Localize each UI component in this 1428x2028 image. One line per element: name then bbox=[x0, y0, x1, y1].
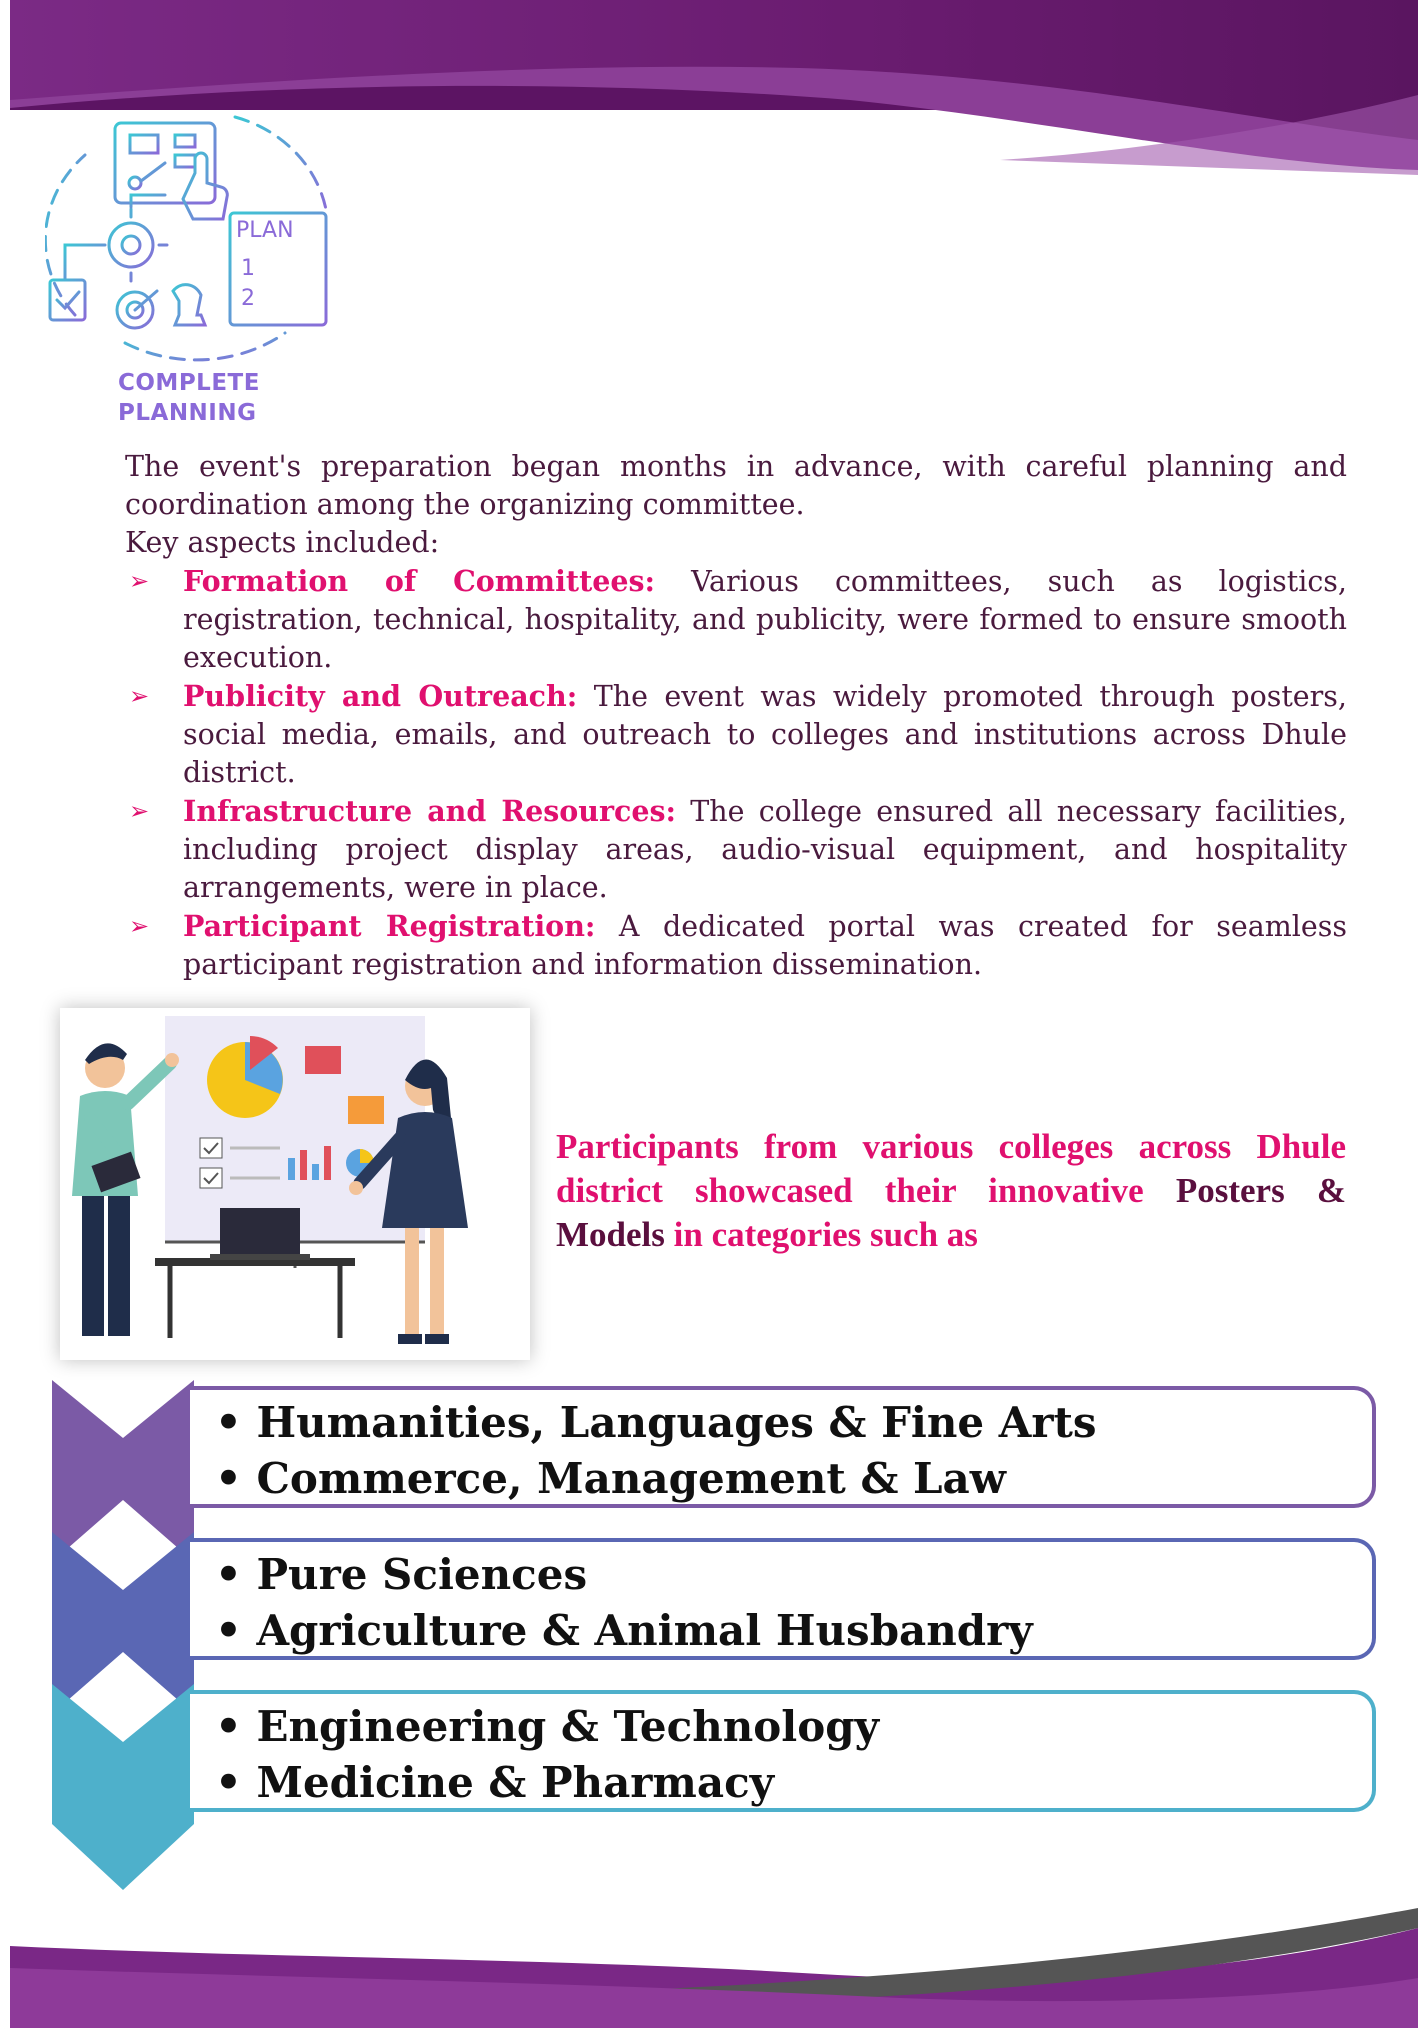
presentation-illustration bbox=[60, 1008, 530, 1360]
aspect-term: Formation of Committees: bbox=[183, 564, 656, 598]
key-aspects-label: Key aspects included: bbox=[125, 526, 440, 559]
list-item bbox=[125, 562, 1347, 677]
footer-wave bbox=[0, 1888, 1428, 2028]
arrow-bullet-icon: ➢ bbox=[129, 912, 150, 940]
list-item bbox=[125, 792, 1347, 907]
intro-paragraph: The event's preparation began months in advance, with careful planning and coordination among the organizing committee. bbox=[125, 450, 1347, 521]
aspects-list bbox=[125, 562, 1347, 984]
svg-text:1: 1 bbox=[241, 256, 255, 281]
arrow-bullet-icon: ➢ bbox=[129, 682, 150, 710]
aspect-term: Infrastructure and Resources: bbox=[183, 794, 677, 828]
category-item: • Agriculture & Animal Husbandry bbox=[215, 1606, 1033, 1655]
aspect-term: Participant Registration: bbox=[183, 909, 596, 943]
participants-part2: in categories such as bbox=[664, 1215, 978, 1254]
aspect-term: Publicity and Outreach: bbox=[183, 679, 578, 713]
aspect-text: A dedicated portal was created for seamless participant registration and information dissemination. bbox=[183, 910, 1347, 981]
posters-models-highlight: Posters & Models bbox=[556, 1171, 1346, 1254]
planning-caption bbox=[118, 368, 318, 428]
preparation-text bbox=[125, 448, 1347, 984]
caption-line2: PLANNING bbox=[118, 400, 257, 426]
list-item bbox=[125, 677, 1347, 792]
arrow-bullet-icon: ➢ bbox=[129, 567, 150, 595]
aspect-text: The college ensured all necessary facilities, including project display areas, audio-visual equipment, and hospitality arrangements, were in place. bbox=[183, 795, 1347, 904]
category-item: • Engineering & Technology bbox=[215, 1702, 880, 1751]
category-group-2 bbox=[215, 1547, 1033, 1659]
list-item bbox=[125, 907, 1347, 984]
caption-line1: COMPLETE bbox=[118, 370, 260, 396]
category-group-1 bbox=[215, 1395, 1097, 1507]
category-item: • Humanities, Languages & Fine Arts bbox=[215, 1398, 1097, 1447]
participants-part1: Participants from various colleges across Dhule district showcased their innovative bbox=[556, 1127, 1346, 1210]
aspect-text: Various committees, such as logistics, registration, technical, hospitality, and publicity, were formed to ensure smooth execution. bbox=[183, 565, 1347, 674]
svg-text:2: 2 bbox=[241, 286, 255, 311]
category-item: • Pure Sciences bbox=[215, 1550, 588, 1599]
aspect-text: The event was widely promoted through posters, social media, emails, and outreach to colleges and institutions across Dhule district. bbox=[183, 680, 1347, 789]
arrow-bullet-icon: ➢ bbox=[129, 797, 150, 825]
category-item: • Commerce, Management & Law bbox=[215, 1454, 1006, 1503]
category-group-3 bbox=[215, 1699, 879, 1811]
category-item: • Medicine & Pharmacy bbox=[215, 1758, 775, 1807]
complete-planning-icon bbox=[45, 105, 345, 365]
participants-text bbox=[556, 1125, 1346, 1257]
chevron-3-icon bbox=[52, 1684, 194, 1890]
presentation-scene-icon bbox=[60, 1008, 530, 1360]
svg-text:PLAN: PLAN bbox=[236, 218, 294, 243]
